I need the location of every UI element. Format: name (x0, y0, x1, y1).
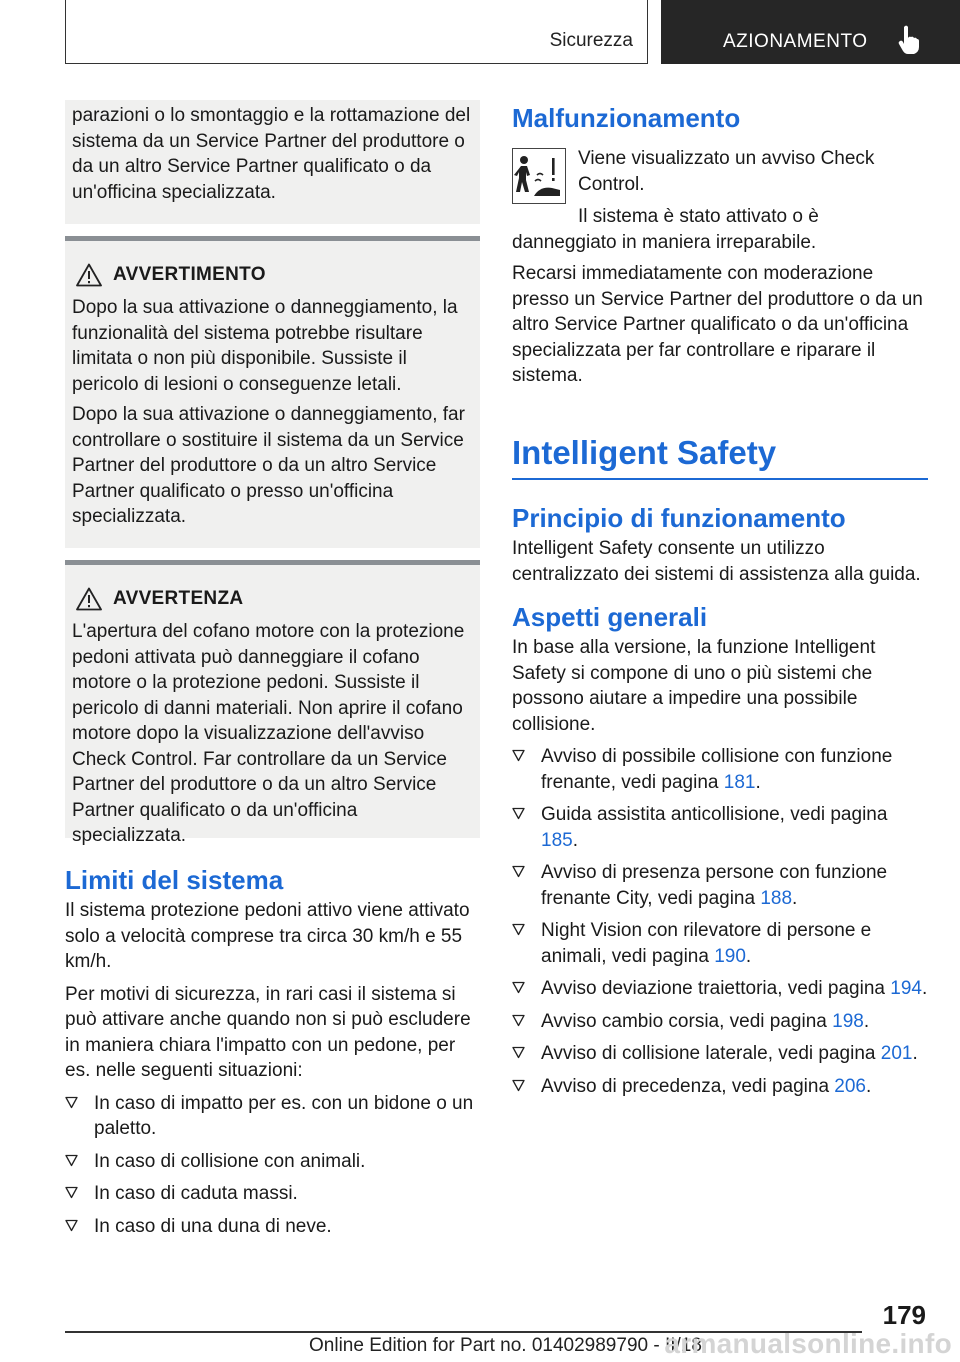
list-item-text: Avviso di presenza persone con funzione frenante City, vedi pagina (541, 862, 888, 909)
safety-systems-list (512, 744, 928, 1099)
list-bullet-icon (512, 923, 525, 936)
list-item-text: Avviso di collisione laterale, vedi pagina (541, 1043, 881, 1064)
page-reference-link[interactable]: 194 (890, 978, 922, 999)
pedestrian-protection-icon (512, 148, 566, 204)
list-item: Avviso deviazione traiettoria, vedi pagina 194. (512, 976, 928, 1002)
list-item-text: Avviso cambio corsia, vedi pagina (541, 1010, 833, 1032)
warning-triangle-icon (76, 587, 102, 611)
list-item-text: Avviso di possibile collisione con funzione frenante, vedi pagina (541, 746, 893, 793)
malfunction-paragraph-2: Il sistema è stato attivato o è danneggiato in maniera irreparabile. (512, 206, 819, 253)
warning-title: AVVERTENZA (113, 588, 244, 609)
list-bullet-icon (512, 1014, 525, 1027)
page-reference-link[interactable]: 190 (714, 945, 746, 967)
list-item-text: Avviso deviazione traiettoria, vedi pagina (541, 978, 891, 999)
page-reference-link[interactable]: 201 (880, 1043, 913, 1064)
warning-box-avvertimento (65, 236, 480, 548)
list-bullet-icon (65, 1186, 78, 1199)
malfunction-heading: Malfunzionamento (512, 103, 741, 133)
page-number: 179 (882, 1300, 926, 1330)
list-bullet-icon (65, 1154, 78, 1167)
warning-title: AVVERTIMENTO (113, 264, 266, 285)
list-item (65, 1149, 480, 1175)
intelligent-safety-title: Intelligent Safety (512, 434, 777, 471)
page-reference-link[interactable]: 188 (760, 887, 793, 909)
title-underline (512, 478, 928, 480)
warning-triangle-icon (76, 263, 102, 287)
footer-edition: Online Edition for Part no. 01402989790 - II/18 (309, 1335, 702, 1356)
warning-box-bar (65, 236, 480, 241)
list-bullet-icon (512, 807, 525, 820)
list-item (65, 1214, 480, 1240)
list-item: Avviso di possibile collisione con funzione frenante, vedi pagina 181. (512, 744, 928, 795)
page-reference-link[interactable]: 198 (832, 1010, 864, 1032)
warning-box-avvertenza (65, 560, 480, 846)
list-item: Night Vision con rilevatore di persone e animali, vedi pagina 190. (512, 918, 928, 969)
list-item-text: Guida assistita anticollisione, vedi pagina (541, 804, 888, 825)
list-item: Avviso cambio corsia, vedi pagina 198. (512, 1009, 928, 1035)
pointing-hand-icon (897, 24, 923, 54)
list-bullet-icon (512, 981, 525, 994)
limits-section (65, 864, 480, 1246)
malfunction-paragraph-3: Recarsi immediatamente con moderazione presso un Service Partner del produttore o da un altro Service Partner qualificato o da un'officina specializzata per far controllare e riparare il sistema. (512, 263, 923, 386)
header-section-label: Sicurezza (549, 30, 633, 51)
list-item-text: Avviso di precedenza, vedi pagina (541, 1075, 835, 1097)
principle-heading: Principio di funzionamento (512, 503, 846, 533)
malfunction-paragraph-1: Viene visualizzato un avviso Check Control. (578, 148, 875, 195)
list-item-text: In caso di impatto per es. con un bidone o un paletto. (94, 1092, 474, 1139)
limits-list (65, 1091, 480, 1240)
limits-paragraph-1: Il sistema protezione pedoni attivo viene attivato solo a velocità comprese tra circa 30 km/h e 55 km/h. (65, 900, 470, 972)
list-item: Avviso di collisione laterale, vedi pagina 201. (512, 1041, 928, 1067)
list-item: Guida assistita anticollisione, vedi pagina 185. (512, 802, 928, 853)
watermark: armanualsonline.info (664, 1328, 952, 1359)
malfunction-section (512, 102, 928, 386)
warning-paragraph-2: Dopo la sua attivazione o danneggiamento, far controllare o sostituire il sistema da un Service Partner del produttore o da un altro Service Partner qualificato o presso un'officina specializzata. (72, 404, 465, 527)
list-item-text: In caso di collisione con animali. (94, 1150, 366, 1172)
continuation-box (65, 100, 480, 224)
list-bullet-icon (512, 865, 525, 878)
warning-box-bar (65, 560, 480, 565)
list-bullet-icon (65, 1219, 78, 1232)
list-item (65, 1181, 480, 1207)
list-item: Avviso di precedenza, vedi pagina 206. (512, 1074, 928, 1100)
header-section-tab (65, 0, 648, 64)
list-item: Avviso di presenza persone con funzione frenante City, vedi pagina 188. (512, 860, 928, 911)
list-bullet-icon (512, 1079, 525, 1092)
list-item-text: In caso di una duna di neve. (94, 1215, 332, 1237)
limits-heading: Limiti del sistema (65, 865, 284, 895)
page-reference-link[interactable]: 181 (723, 771, 756, 793)
continuation-text: parazioni o lo smontaggio e la rottamazione del sistema da un Service Partner del produttore o da un altro Service Partner qualificato o da un'officina specializzata. (72, 105, 471, 203)
list-item (65, 1091, 480, 1142)
principle-paragraph: Intelligent Safety consente un utilizzo centralizzato dei sistemi di assistenza alla guida. (512, 538, 921, 585)
list-bullet-icon (65, 1096, 78, 1109)
header-chapter-tab (661, 0, 960, 64)
general-paragraph: In base alla versione, la funzione Intelligent Safety si compone di uno o più sistemi che possono aiutare a impedire una possibile collisione. (512, 637, 876, 735)
header-chapter-label: AZIONAMENTO (723, 31, 868, 52)
list-bullet-icon (512, 749, 525, 762)
page-reference-link[interactable]: 185 (541, 829, 573, 851)
warning-paragraph-1: Dopo la sua attivazione o danneggiamento, la funzionalità del sistema potrebbe risultare limitata o non più disponibile. Sussiste il pericolo di lesioni o conseguenze letali. (72, 297, 458, 395)
list-item-text: Night Vision con rilevatore di persone e animali, vedi pagina (541, 920, 872, 967)
intelligent-safety-section (512, 502, 928, 1106)
list-bullet-icon (512, 1046, 525, 1059)
page-reference-link[interactable]: 206 (834, 1075, 866, 1097)
general-heading: Aspetti generali (512, 602, 708, 632)
list-item-text: In caso di caduta massi. (94, 1183, 298, 1204)
limits-paragraph-2: Per motivi di sicurezza, in rari casi il sistema si può attivare anche quando non si può escludere in maniera chiara l'impatto con un pedone, per es. nelle seguenti situazioni: (65, 983, 471, 1081)
warning-paragraph: L'apertura del cofano motore con la protezione pedoni attivata può danneggiare il cofano motore o la protezione pedoni. Sussiste il pericolo di danni materiali. Non aprire il cofano motore dopo la visualizzazione dell'avviso Check Control. Far controllare da un Service Partner del produttore o da un altro Service Partner qualificato o da un'officina specializzata. (72, 621, 465, 846)
